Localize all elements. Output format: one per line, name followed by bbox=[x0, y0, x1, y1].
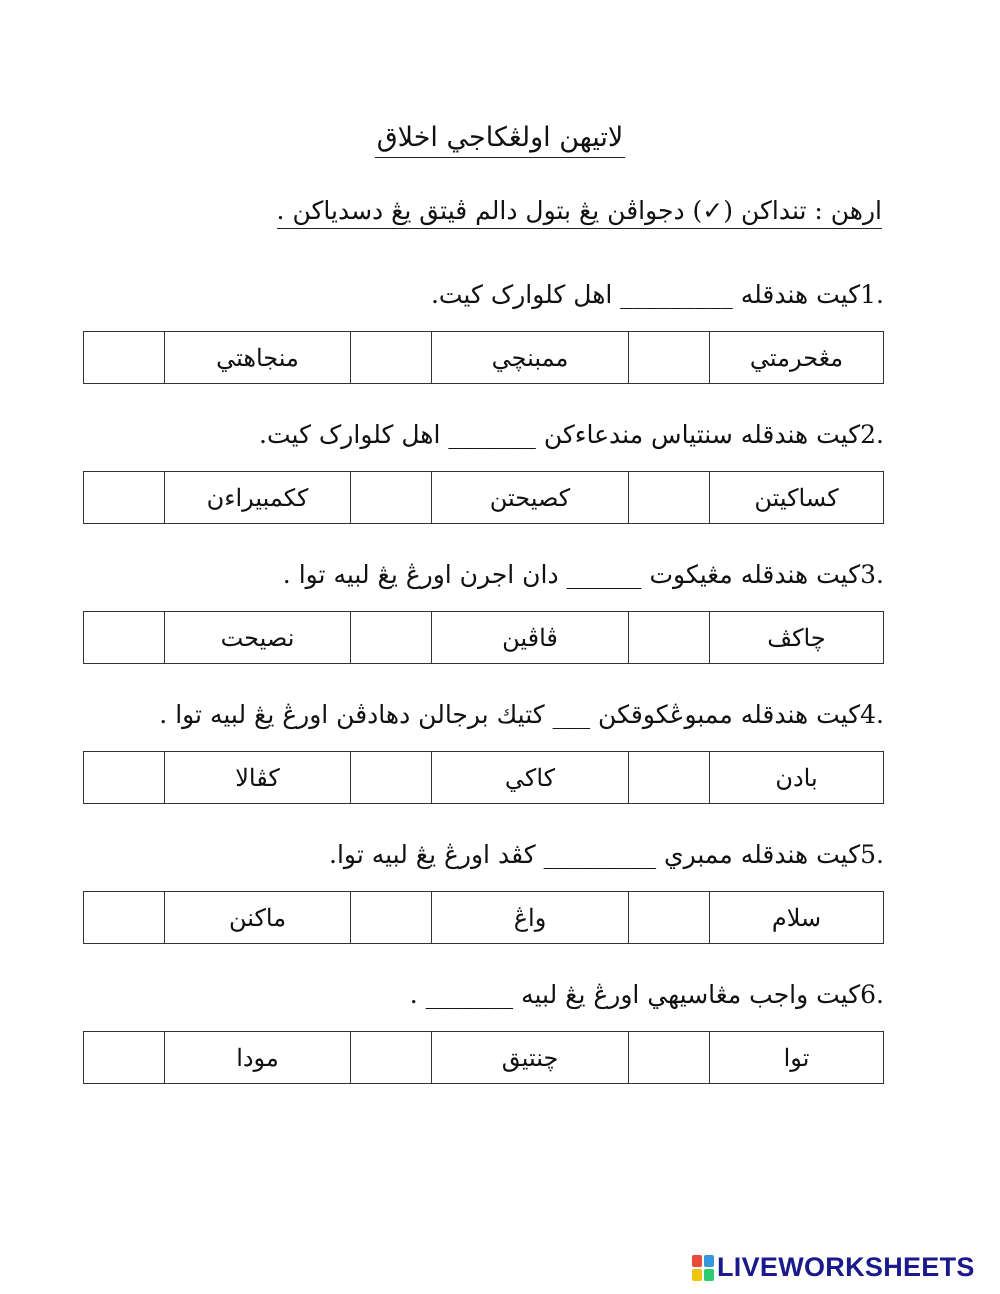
question-1 bbox=[431, 280, 884, 309]
option-label-2: كصيحتن bbox=[432, 472, 629, 524]
logo-square-3 bbox=[692, 1269, 702, 1281]
question-5 bbox=[329, 840, 884, 869]
options-table-2 bbox=[83, 471, 884, 524]
answer-checkbox-2[interactable] bbox=[351, 612, 432, 664]
question-number: 4. bbox=[860, 700, 884, 729]
option-label-3: ماكنن bbox=[165, 892, 351, 944]
logo-square-2 bbox=[704, 1255, 714, 1267]
option-label-1: كساكيتن bbox=[710, 472, 884, 524]
answer-checkbox-2[interactable] bbox=[351, 752, 432, 804]
question-number: 1. bbox=[860, 280, 884, 309]
instruction: ارهن : تنداكن (✓) دجواڤن يڠ بتول دالم ڤيتق يڠ دسدياكن . bbox=[277, 196, 882, 229]
question-text: كيت هندقله مڠيكوت ______ دان اجرن اورڠ يڠ لبيه توا . bbox=[282, 560, 861, 589]
option-label-3: مودا bbox=[165, 1032, 351, 1084]
question-number: 2. bbox=[860, 420, 884, 449]
answer-checkbox-1[interactable] bbox=[629, 752, 710, 804]
answer-checkbox-3[interactable] bbox=[84, 752, 165, 804]
answer-checkbox-3[interactable] bbox=[84, 472, 165, 524]
answer-checkbox-3[interactable] bbox=[84, 612, 165, 664]
option-label-2: واڠ bbox=[432, 892, 629, 944]
options-table-6 bbox=[83, 1031, 884, 1084]
question-text: كيت هندقله ممبوڠكوقكن ___ كتيك برجالن دهادڤن اورڠ يڠ لبيه توا . bbox=[159, 700, 861, 729]
question-text: كيت هندقله ممبري _________ كڤد اورڠ يڠ لبيه توا. bbox=[329, 840, 861, 869]
liveworksheets-logo bbox=[692, 1252, 975, 1283]
question-text: كيت هندقله _________ اهل كلوارک كيت. bbox=[430, 280, 861, 309]
question-3 bbox=[283, 560, 884, 589]
options-table-4 bbox=[83, 751, 884, 804]
answer-checkbox-1[interactable] bbox=[629, 1032, 710, 1084]
answer-checkbox-1[interactable] bbox=[629, 472, 710, 524]
question-number: 5. bbox=[860, 840, 884, 869]
option-label-1: مڠحرمتي bbox=[710, 332, 884, 384]
options-table-1 bbox=[83, 331, 884, 384]
option-label-3: ككمبيراءن bbox=[165, 472, 351, 524]
question-2 bbox=[259, 420, 884, 449]
option-label-3: كڤالا bbox=[165, 752, 351, 804]
logo-text: LIVEWORKSHEETS bbox=[717, 1252, 975, 1282]
option-label-3: نصيحت bbox=[165, 612, 351, 664]
answer-checkbox-1[interactable] bbox=[629, 612, 710, 664]
question-4 bbox=[159, 700, 884, 729]
question-text: كيت واجب مڠاسيهي اورڠ يڠ لبيه _______ . bbox=[409, 980, 861, 1009]
option-label-1: چاكڤ bbox=[710, 612, 884, 664]
answer-checkbox-2[interactable] bbox=[351, 1032, 432, 1084]
option-label-2: ڤاڤين bbox=[432, 612, 629, 664]
options-table-3 bbox=[83, 611, 884, 664]
option-label-3: منجاهتي bbox=[165, 332, 351, 384]
worksheet-title bbox=[0, 122, 1000, 158]
answer-checkbox-2[interactable] bbox=[351, 892, 432, 944]
answer-checkbox-2[interactable] bbox=[351, 332, 432, 384]
option-label-2: ممبنچي bbox=[432, 332, 629, 384]
option-label-1: سلام bbox=[710, 892, 884, 944]
option-label-2: چنتيق bbox=[432, 1032, 629, 1084]
logo-square-4 bbox=[704, 1269, 714, 1281]
logo-square-1 bbox=[692, 1255, 702, 1267]
answer-checkbox-3[interactable] bbox=[84, 1032, 165, 1084]
question-number: 3. bbox=[860, 560, 884, 589]
question-number: 6. bbox=[860, 980, 884, 1009]
title-text: لاتيهن اولڠكاجي اخلاق bbox=[375, 122, 626, 158]
answer-checkbox-1[interactable] bbox=[629, 892, 710, 944]
answer-checkbox-3[interactable] bbox=[84, 892, 165, 944]
question-text: كيت هندقله سنتياس مندعاءكن _______ اهل كلوارک كيت. bbox=[259, 420, 861, 449]
answer-checkbox-2[interactable] bbox=[351, 472, 432, 524]
option-label-2: كاكي bbox=[432, 752, 629, 804]
logo-icon bbox=[692, 1255, 714, 1281]
option-label-1: توا bbox=[710, 1032, 884, 1084]
answer-checkbox-3[interactable] bbox=[84, 332, 165, 384]
options-table-5 bbox=[83, 891, 884, 944]
option-label-1: بادن bbox=[710, 752, 884, 804]
answer-checkbox-1[interactable] bbox=[629, 332, 710, 384]
question-6 bbox=[410, 980, 884, 1009]
